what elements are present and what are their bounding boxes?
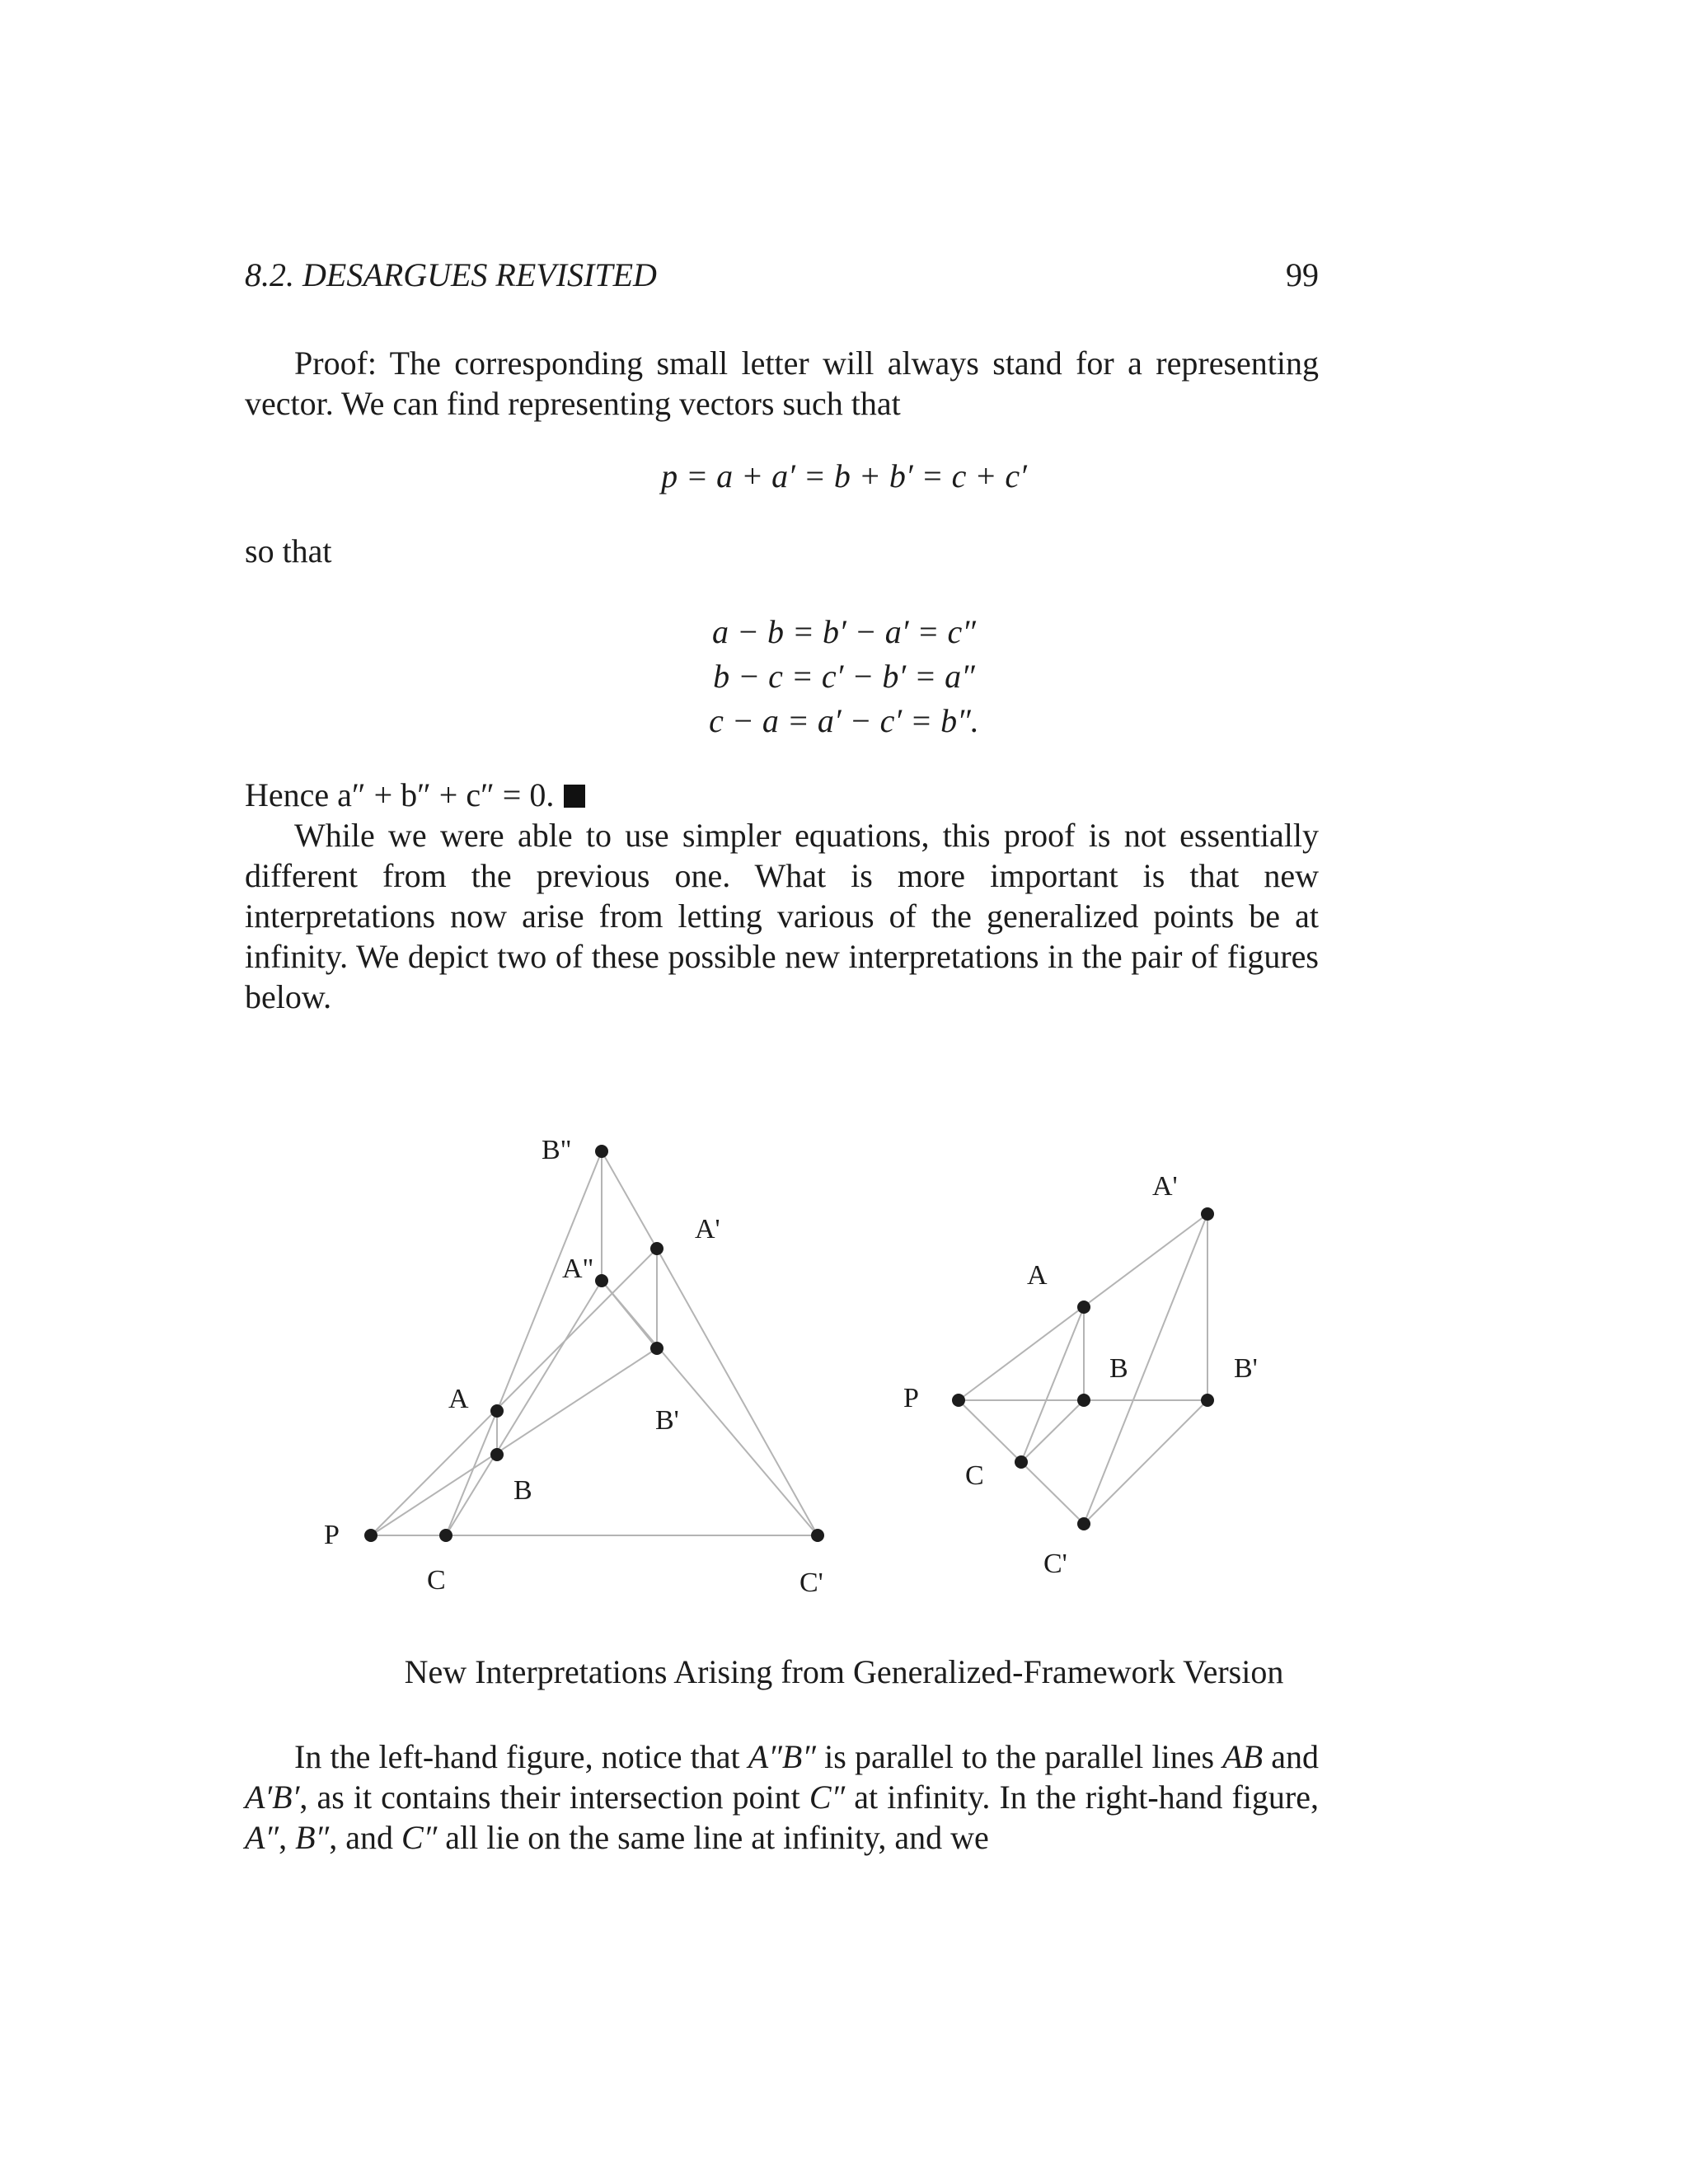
label-a2: A" xyxy=(562,1254,594,1284)
running-header-section-title: 8.2. DESARGUES REVISITED xyxy=(245,256,657,293)
equation-line-1: a − b = b′ − a′ = c″ xyxy=(712,613,976,650)
right-figure-lines xyxy=(959,1214,1207,1524)
so-that-text: so that xyxy=(245,532,332,569)
line-b-c xyxy=(1021,1400,1084,1462)
right-figure-labels xyxy=(903,1171,1258,1579)
line-bprime-cprime xyxy=(1084,1400,1207,1524)
point-cprime xyxy=(811,1529,824,1542)
point-aprime xyxy=(650,1242,663,1255)
p3-math-ab: AB xyxy=(1222,1738,1264,1775)
label-c: C xyxy=(965,1460,984,1491)
label-p: P xyxy=(324,1520,340,1550)
p3-math-a2b2: A″B″ xyxy=(748,1738,816,1775)
qed-square-icon xyxy=(564,785,585,808)
label-b: B xyxy=(513,1475,532,1506)
point-bprime xyxy=(650,1342,663,1355)
p3-math-b2: B″ xyxy=(295,1819,330,1856)
point-c xyxy=(439,1529,452,1542)
figure-caption: New Interpretations Arising from Generalized-Framework Version xyxy=(404,1653,1284,1690)
p3-text-6: , xyxy=(279,1819,296,1856)
point-b xyxy=(1077,1394,1090,1407)
equation-representing-vectors: p = a + a′ = b + b′ = c + c′ xyxy=(661,457,1027,494)
line-p-bprime xyxy=(371,1348,657,1535)
p3-math-c2-second: C″ xyxy=(401,1819,438,1856)
point-c xyxy=(1015,1455,1028,1469)
label-p: P xyxy=(903,1383,919,1413)
p3-math-a2: A″ xyxy=(245,1819,279,1856)
proof-paragraph: Proof: The corresponding small letter will always stand for a representing vector. We can find representing vectors such that xyxy=(245,344,1319,422)
label-b2: B" xyxy=(542,1135,572,1165)
p3-math-a1b1: A′B′ xyxy=(245,1779,300,1816)
label-a: A xyxy=(448,1384,469,1414)
label-c: C xyxy=(427,1565,446,1596)
desargues-figures xyxy=(0,1096,1688,1648)
hence-line xyxy=(245,775,1319,815)
p3-text-1: In the left-hand figure, notice that xyxy=(294,1738,748,1775)
p3-text-5: at infinity. In the right-hand figure, xyxy=(845,1779,1319,1816)
line-aprime-cprime xyxy=(657,1249,818,1535)
label-b: B xyxy=(1109,1353,1128,1384)
interpretation-paragraph xyxy=(245,1736,1319,1858)
equation-system xyxy=(0,610,1688,743)
line-b2-aprime xyxy=(602,1151,657,1249)
left-figure-points xyxy=(364,1145,824,1542)
label-aprime: A' xyxy=(1152,1171,1178,1202)
left-figure-labels xyxy=(324,1135,823,1598)
label-bprime: B' xyxy=(655,1405,679,1436)
line-a2-bprime xyxy=(602,1281,657,1348)
label-cprime: C' xyxy=(1043,1549,1067,1579)
point-a xyxy=(1077,1301,1090,1314)
point-p xyxy=(364,1529,377,1542)
equation-line-2: b − c = c′ − b′ = a″ xyxy=(713,658,975,695)
p3-text-3: and xyxy=(1263,1738,1319,1775)
p3-math-c2: C″ xyxy=(809,1779,846,1816)
label-a: A xyxy=(1027,1260,1048,1291)
p3-text-8: all lie on the same line at infinity, and we xyxy=(437,1819,989,1856)
line-a2-cprime xyxy=(602,1281,818,1535)
page-number: 99 xyxy=(1286,256,1319,293)
equation-line-3: c − a = a′ − c′ = b″. xyxy=(709,702,979,739)
p3-text-2: is parallel to the parallel lines xyxy=(815,1738,1223,1775)
point-bprime xyxy=(1201,1394,1214,1407)
label-bprime: B' xyxy=(1234,1353,1258,1384)
point-p xyxy=(952,1394,965,1407)
discussion-paragraph: While we were able to use simpler equations, this proof is not essentially different from the previous one. What is more important is that new interpretations now arise from letting various of the generalized points be at infinity. We depict two of these possible new interpretations in the pair of figures below. xyxy=(245,817,1319,1015)
point-a2 xyxy=(595,1274,608,1287)
point-cprime xyxy=(1077,1517,1090,1530)
p3-text-7: , and xyxy=(329,1819,401,1856)
left-figure-lines xyxy=(371,1151,818,1535)
label-aprime: A' xyxy=(695,1214,720,1244)
hence-text: Hence a″ + b″ + c″ = 0. xyxy=(245,776,555,813)
label-cprime: C' xyxy=(799,1568,823,1598)
p3-text-4: , as it contains their intersection point xyxy=(299,1779,809,1816)
point-b2 xyxy=(595,1145,608,1158)
point-aprime xyxy=(1201,1207,1214,1221)
line-c-a xyxy=(446,1411,497,1535)
point-b xyxy=(490,1448,504,1461)
point-a xyxy=(490,1404,504,1418)
